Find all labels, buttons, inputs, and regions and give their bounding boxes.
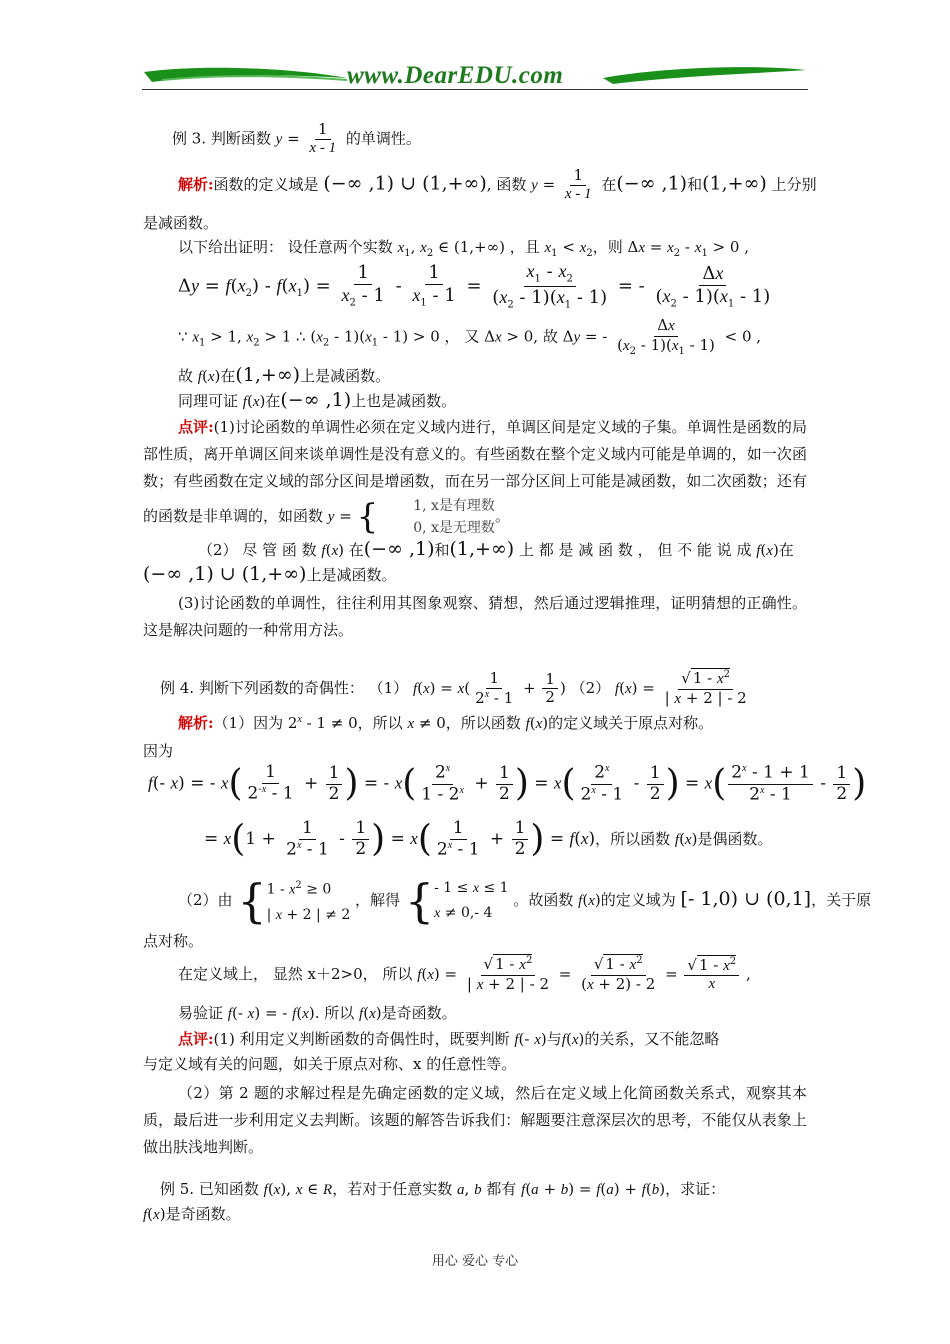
ex4-verify: 易验证 f(- x) = - f(x). 所以 f(x)是奇函数。 [178,1004,457,1022]
ex3-comment-1: 点评:(1)讨论函数的单调性必须在定义域内进行，单调区间是定义域的子集。单调性是函数的局部性质，离开单调区间来谈单调性是没有意义的。有些函数在整个定义域内可能是单调的，如一次函数；有些函数在定义域的部分区间是增函数，而在另一部分区间上可能是减函数，如二次函数；还有的函数是非单调的，如函数 y = { 1, x是有理数 0, x是无理数 。 [143,418,807,537]
ex3-comment-2-line2: (−∞ ,1) ∪ (1,+∞)上是减函数。 [143,563,397,585]
header-swoosh-left [142,62,352,92]
ex3-title: 例 3. 判断函数 y = $\frac{1}{x - 1}$ 的单调性。 [172,120,421,156]
header-rule [142,89,808,90]
ex3-comment-3: (3)讨论函数的单调性，往往利用其图象观察、猜想，然后通过逻辑推理，证明猜想的正确性。这是解决问题的一种常用方法。 [143,594,807,639]
header-swoosh-right [598,62,808,92]
ex4-on-domain: 在定义域上， 显然 x＋2>0， 所以 f(x) = $\frac{√ 1 - x^2}{| x + 2 | - 2}$ = $\frac{√ 1 - x^2}{(x + 2) - 2}$ = $\frac{√ 1 - x^2}{x}$ , [178,955,751,993]
ex4-comment-1: 点评:(1) 利用定义判断函数的奇偶性时，既要判断 f(- x)与f(x)的关系，又不能忽略 [178,1030,720,1048]
ex3-line2: 是减函数。 [143,214,219,232]
ex4-title: 例 4. 判断下列函数的奇偶性： （1） f(x) = x( $\frac{1}{2^x - 1}$ + $\frac{1}{2}$ ) （2） f(x) = $\frac{√ 1 - x^2}{| x + 2 | - 2}$ [160,669,747,707]
ex3-conclusion-1: 故 f(x)在(1,+∞)上是减函数。 [178,364,391,386]
ex3-conclusion-2: 同理可证 f(x)在(−∞ ,1)上也是减函数。 [178,389,457,411]
ex4-analysis-2-line2: 点对称。 [143,932,204,950]
ex4-comment-2: （2）第 2 题的求解过程是先确定函数的定义域，然后在定义域上化简函数关系式，观察其本质，最后进一步利用定义去判断。该题的解答告诉我们：解题要注意深层次的思考，不能仅从表象上做出肤浅地判断。 [143,1084,807,1156]
ex3-comment-2: （2） 尽 管 函 数 f(x) 在(−∞ ,1)和(1,+∞) 上 都 是 减 函 数 ， 但 不 能 说 成 f(x)在 [198,538,794,560]
ex4-even-derivation-2: = x(1 + $\frac{1}{2^x - 1}$ - $\frac{1}{2}$ ) = x( $\frac{1}{2^x - 1}$ + $\frac{1}{2}$ ) = f(x)，所以函数 f(x)是偶函数。 [204,818,773,860]
ex4-comment-1-line2: 与定义域有关的问题，如关于原点对称、x 的任意性等。 [143,1055,517,1073]
ex3-because-line: ∵ $x_1 > 1$, $x_2 > 1$ ∴ $(x_2 - 1)(x_1 - 1) > 0$ ， 又 Δx > 0, 故 Δy = - $\frac{\Delta x}{(x_2 - 1)(x_1 - 1)}$ < 0 , [178,316,762,357]
ex4-analysis-1: 解析:（1）因为 2$^x$ - 1 ≠ 0，所以 x ≠ 0，所以函数 f(x)的定义域关于原点对称。 [178,714,714,732]
ex5-line2: f(x)是奇函数。 [143,1205,241,1223]
page-header [142,62,808,92]
ex4-because: 因为 [143,742,174,760]
site-logo-text: www.DearEDU.com [347,62,564,89]
ex4-analysis-2: （2）由 { $1 - x^2 \ge 0$ | x + 2 | ≠ 2 ，解得 { - 1 ≤ x ≤ 1 x ≠ 0,- 4 。故函数 f(x)的定义域为 [- 1,0) ∪ (0,1]，关于原 [178,873,872,928]
ex3-delta-y-equation: $\Delta y = f(x_2) - f(x_1)$ = $\frac{1}{x_2 - 1}$ - $\frac{1}{x_1 - 1}$ = $\frac{x_1 - x_2}{(x_2 - 1)(x_1 - 1)}$ = - $\frac{\Delta x}{(x_2 - 1)(x_1 - 1)}$ [178,261,771,311]
ex4-even-derivation-1: f(- x) = - x( $\frac{1}{2^{-x} - 1}$ + $\frac{1}{2}$ ) = - x( $\frac{2^x}{1 - 2^x}$ + $\frac{1}{2}$ ) = x( $\frac{2^x}{2^x - 1}$ - $\frac{1}{2}$ ) = x( $\frac{2^x - 1 + 1}{2^x - 1}$ - $\frac{1}{2}$ ) [148,762,867,805]
ex5-title: 例 5. 已知函数 f(x), x ∈ R，若对于任意实数 a, b 都有 f(a + b) = f(a) + f(b)，求证： [160,1180,726,1198]
ex3-proof-intro: 以下给出证明： 设任意两个实数 $x_1$, $x_2$ ∈ (1,+∞) ，且 $x_1 < x_2$，则 $\Delta x = x_2 - x_1 > 0$ , [178,238,749,259]
ex3-analysis: 解析:函数的定义域是 (−∞ ,1) ∪ (1,+∞), 函数 y = $\frac{1}{x - 1}$ 在(−∞ ,1)和(1,+∞) 上分别 [178,166,817,202]
page-footer: 用心 爱心 专心 [431,1254,519,1269]
